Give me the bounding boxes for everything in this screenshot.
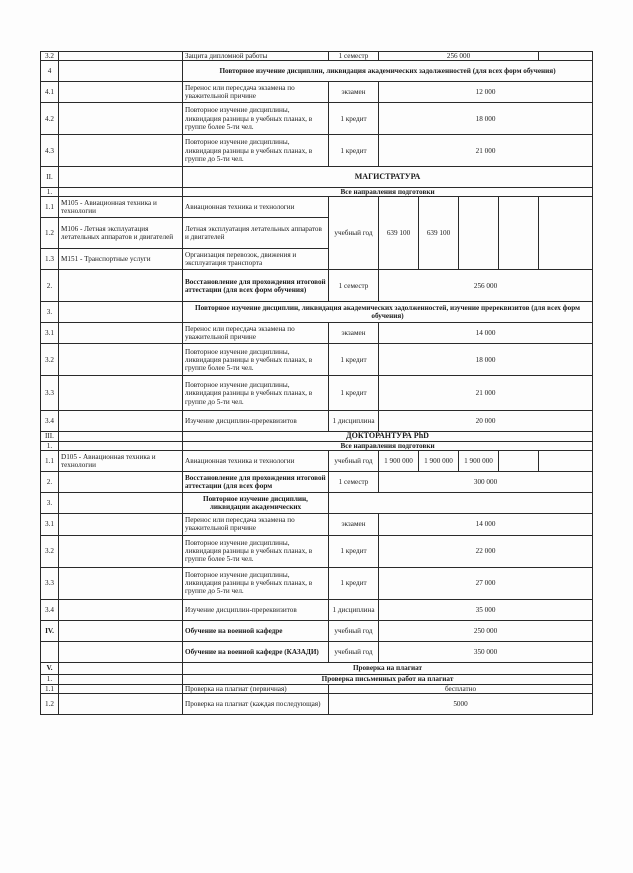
- unit: учебный год: [329, 197, 379, 270]
- program-code: [59, 323, 183, 344]
- program-code: [59, 411, 183, 432]
- row-number: 4: [41, 61, 59, 82]
- price: 14 000: [379, 323, 593, 344]
- program-code: [59, 82, 183, 103]
- table-row: [41, 641, 593, 662]
- service-name: Организация перевозок, движения и эксплуатация транспорта: [183, 249, 329, 270]
- row-number: IV.: [41, 620, 59, 641]
- program-code: [59, 344, 183, 376]
- service-name: Повторное изучение дисциплины, ликвидация разницы в учебных планах, в группе более 5-ти чел.: [183, 103, 329, 135]
- table-row: [41, 302, 593, 323]
- program-code: М151 - Транспортные услуги: [59, 249, 183, 270]
- price: 18 000: [379, 103, 593, 135]
- program-code: [59, 535, 183, 567]
- unit: 1 дисциплина: [329, 411, 379, 432]
- unit: 1 семестр: [329, 270, 379, 302]
- price: 14 000: [379, 513, 593, 535]
- price: 21 000: [379, 376, 593, 411]
- price: 21 000: [379, 135, 593, 167]
- row-number: 3.: [41, 492, 59, 513]
- price-year-1: 1 900 000: [379, 450, 419, 471]
- table-row: [41, 376, 593, 411]
- price: бесплатно: [329, 684, 593, 693]
- row-number: 2.: [41, 471, 59, 492]
- program-code: [59, 694, 183, 715]
- row-number: 1.: [41, 674, 59, 684]
- table-row: [41, 684, 593, 693]
- service-name: Обучение на военной кафедре: [183, 620, 329, 641]
- unit: 1 кредит: [329, 103, 379, 135]
- table-row: [41, 674, 593, 684]
- price: 20 000: [379, 411, 593, 432]
- program-code: [59, 52, 183, 61]
- table-row: [41, 441, 593, 450]
- unit: 1 кредит: [329, 344, 379, 376]
- price-year-3: 1 900 000: [459, 450, 499, 471]
- table-row: [41, 450, 593, 471]
- program-code: [59, 103, 183, 135]
- price: 27 000: [379, 567, 593, 599]
- program-code: [59, 620, 183, 641]
- table-row: [41, 411, 593, 432]
- program-code: [59, 492, 183, 513]
- price-year-1: 639 100: [379, 197, 419, 270]
- table-row: [41, 471, 593, 492]
- unit: 1 кредит: [329, 376, 379, 411]
- empty-cell: [459, 197, 499, 270]
- row-number: [41, 641, 59, 662]
- service-name: Изучение дисциплин-пререквизитов: [183, 599, 329, 620]
- program-code: М106 - Летная эксплуатация летательных аппаратов и двигателей: [59, 218, 183, 249]
- unit: учебный год: [329, 620, 379, 641]
- section-title: МАГИСТРАТУРА: [183, 167, 593, 188]
- program-code: [59, 662, 183, 674]
- price-year-2: 1 900 000: [419, 450, 459, 471]
- row-number: 1.1: [41, 197, 59, 218]
- service-name: Авиационная техника и технологии: [183, 197, 329, 218]
- empty-cell: [499, 450, 539, 471]
- price: 300 000: [379, 471, 593, 492]
- table-row: [41, 344, 593, 376]
- row-number: 4.1: [41, 82, 59, 103]
- program-code: [59, 135, 183, 167]
- service-name: Защита дипломной работы: [183, 52, 329, 61]
- table-row: [41, 662, 593, 674]
- table-row: [41, 82, 593, 103]
- unit: учебный год: [329, 450, 379, 471]
- row-number: 2.: [41, 270, 59, 302]
- service-name: Повторное изучение дисциплины, ликвидация разницы в учебных планах, в группе до 5-ти чел.: [183, 376, 329, 411]
- table-row: [41, 61, 593, 82]
- subsection-title: Все направления подготовки: [183, 188, 593, 197]
- service-name: Восстановление для прохождения итоговой аттестации (для всех форм: [183, 471, 329, 492]
- empty-cell: [539, 450, 593, 471]
- table-row: [41, 513, 593, 535]
- service-name: Обучение на военной кафедре (КАЗАДИ): [183, 641, 329, 662]
- unit: экзамен: [329, 82, 379, 103]
- row-number: 3.: [41, 302, 59, 323]
- table-row: [41, 694, 593, 715]
- price: 5000: [329, 694, 593, 715]
- row-number: 3.2: [41, 535, 59, 567]
- table-row: [41, 432, 593, 441]
- row-number: II.: [41, 167, 59, 188]
- row-number: 3.4: [41, 411, 59, 432]
- table-row: [41, 599, 593, 620]
- table-row: [41, 103, 593, 135]
- row-number: 1.3: [41, 249, 59, 270]
- section-title: ДОКТОРАНТУРА PhD: [183, 432, 593, 441]
- table-row: [41, 492, 593, 513]
- table-row: [41, 535, 593, 567]
- row-number: 4.3: [41, 135, 59, 167]
- program-code: М105 - Авиационная техника и технологии: [59, 197, 183, 218]
- table-row: [41, 270, 593, 302]
- row-number: 3.3: [41, 567, 59, 599]
- price: 250 000: [379, 620, 593, 641]
- tariff-table: [40, 51, 593, 715]
- row-number: 3.1: [41, 323, 59, 344]
- unit: 1 кредит: [329, 135, 379, 167]
- unit: 1 дисциплина: [329, 599, 379, 620]
- price: 35 000: [379, 599, 593, 620]
- service-name: Проверка на плагиат (каждая последующая): [183, 694, 329, 715]
- unit: 1 кредит: [329, 567, 379, 599]
- program-code: [59, 432, 183, 441]
- price: 22 000: [379, 535, 593, 567]
- table-row: [41, 567, 593, 599]
- row-number: V.: [41, 662, 59, 674]
- service-name: Повторное изучение дисциплины, ликвидация разницы в учебных планах, в группе более 5-ти чел.: [183, 535, 329, 567]
- row-number: 3.4: [41, 599, 59, 620]
- subsection-title: Все направления подготовки: [183, 441, 593, 450]
- program-code: [59, 167, 183, 188]
- table-row: [41, 620, 593, 641]
- program-code: [59, 599, 183, 620]
- row-number: 4.2: [41, 103, 59, 135]
- program-code: D105 - Авиационная техника и технологии: [59, 450, 183, 471]
- row-number: 1.: [41, 441, 59, 450]
- unit: экзамен: [329, 323, 379, 344]
- row-number: 1.: [41, 188, 59, 197]
- row-number: 3.2: [41, 344, 59, 376]
- group-header: Повторное изучение дисциплин, ликвидация академических задолженностей, изучение пререквизитов (для всех форм обучения): [183, 302, 593, 323]
- row-number: 3.3: [41, 376, 59, 411]
- program-code: [59, 471, 183, 492]
- row-number: 1.2: [41, 694, 59, 715]
- row-number: 3.2: [41, 52, 59, 61]
- program-code: [59, 302, 183, 323]
- price: 350 000: [379, 641, 593, 662]
- section-title: Проверка на плагиат: [183, 662, 593, 674]
- empty-cell: [329, 492, 593, 513]
- program-code: [59, 188, 183, 197]
- row-number: 1.2: [41, 218, 59, 249]
- service-name: Авиационная техника и технологии: [183, 450, 329, 471]
- group-header: Повторное изучение дисциплин, ликвидации академических: [183, 492, 329, 513]
- program-code: [59, 641, 183, 662]
- unit: 1 кредит: [329, 535, 379, 567]
- empty-cell: [539, 197, 593, 270]
- subsection-title: Проверка письменных работ на плагиат: [183, 674, 593, 684]
- service-name: Повторное изучение дисциплины, ликвидация разницы в учебных планах, в группе до 5-ти чел.: [183, 567, 329, 599]
- program-code: [59, 270, 183, 302]
- unit: экзамен: [329, 513, 379, 535]
- program-code: [59, 684, 183, 693]
- service-name: Повторное изучение дисциплины, ликвидация разницы в учебных планах, в группе более 5-ти чел.: [183, 344, 329, 376]
- empty-cell: [499, 197, 539, 270]
- price-year-2: 639 100: [419, 197, 459, 270]
- unit: 1 семестр: [329, 52, 379, 61]
- program-code: [59, 61, 183, 82]
- price: 256 000: [379, 270, 593, 302]
- program-code: [59, 513, 183, 535]
- price: 12 000: [379, 82, 593, 103]
- unit: учебный год: [329, 641, 379, 662]
- service-name: Проверка на плагиат (первичная): [183, 684, 329, 693]
- table-row: [41, 323, 593, 344]
- price: 256 000: [379, 52, 539, 61]
- table-row: [41, 52, 593, 61]
- program-code: [59, 567, 183, 599]
- table-row: [41, 197, 593, 218]
- group-header: Повторное изучение дисциплин, ликвидация академических задолженностей (для всех форм обучения): [183, 61, 593, 82]
- program-code: [59, 376, 183, 411]
- service-name: Восстановление для прохождения итоговой аттестации (для всех форм обучения): [183, 270, 329, 302]
- row-number: 3.1: [41, 513, 59, 535]
- program-code: [59, 441, 183, 450]
- price: 18 000: [379, 344, 593, 376]
- service-name: Перенос или пересдача экзамена по уважительной причине: [183, 513, 329, 535]
- unit: 1 семестр: [329, 471, 379, 492]
- service-name: Перенос или пересдача экзамена по уважительной причине: [183, 323, 329, 344]
- row-number: 1.1: [41, 684, 59, 693]
- empty-cell: [539, 52, 593, 61]
- row-number: III.: [41, 432, 59, 441]
- service-name: Изучение дисциплин-пререквизитов: [183, 411, 329, 432]
- service-name: Перенос или пересдача экзамена по уважительной причине: [183, 82, 329, 103]
- program-code: [59, 674, 183, 684]
- service-name: Летная эксплуатация летательных аппаратов и двигателей: [183, 218, 329, 249]
- row-number: 1.1: [41, 450, 59, 471]
- service-name: Повторное изучение дисциплины, ликвидация разницы в учебных планах, в группе до 5-ти чел.: [183, 135, 329, 167]
- table-row: [41, 188, 593, 197]
- table-row: [41, 135, 593, 167]
- table-row: [41, 167, 593, 188]
